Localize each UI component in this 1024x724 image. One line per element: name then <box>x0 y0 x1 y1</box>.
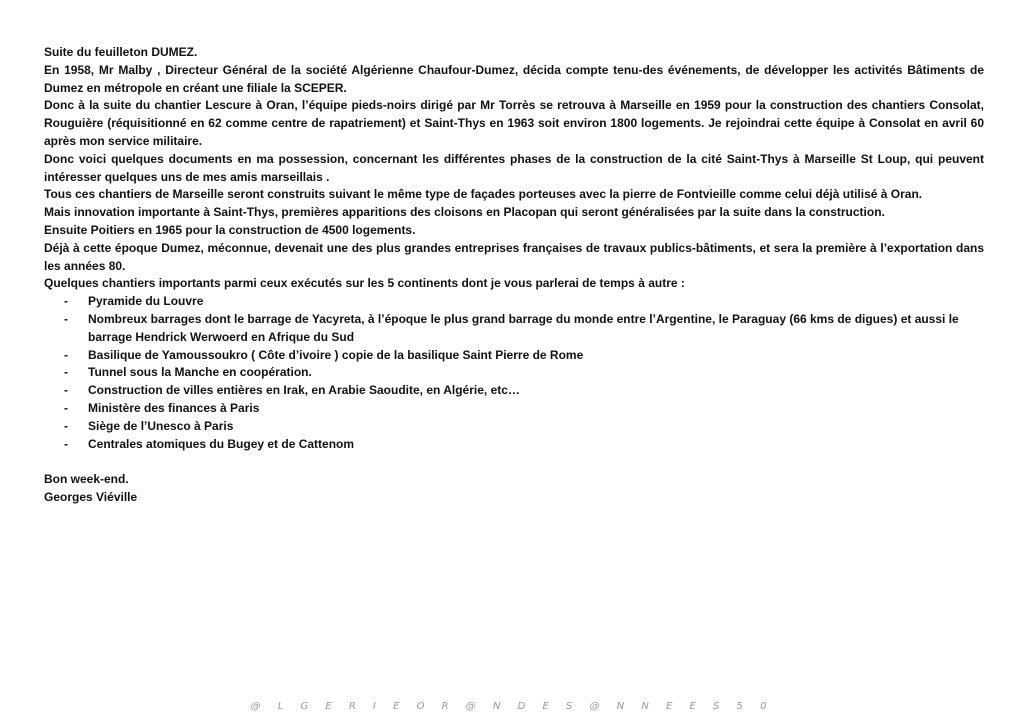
blank-line <box>44 453 984 471</box>
paragraph: Donc voici quelques documents en ma possession, concernant les différentes phases de la construction de la cité Saint-Thys à Marseille St Loup, qui peuvent intéresser quelques uns de mes amis marseillais . <box>44 151 984 184</box>
bullet-dash: - <box>64 311 68 326</box>
list-item <box>44 400 984 418</box>
list-item <box>44 436 984 454</box>
list-item <box>44 364 984 382</box>
bullet-dash: - <box>64 383 68 398</box>
list-item-text: Pyramide du Louvre <box>88 294 204 309</box>
signature: Georges Viéville <box>44 489 138 504</box>
list-item-text: Basilique de Yamoussoukro ( Côte d’ivoire ) copie de la basilique Saint Pierre de Rome <box>88 347 584 362</box>
paragraph: En 1958, Mr Malby , Directeur Général de la société Algérienne Chaufour-Dumez, décida compte tenu-des événements, de développer les activités Bâtiments de Dumez en métropole en créant une filiale la SCEPER. <box>44 62 984 95</box>
paragraph: Déjà à cette époque Dumez, méconnue, devenait une des plus grandes entreprises françaises de travaux publics-bâtiments, et sera la première à l’exportation dans les années 80. <box>44 240 984 273</box>
bullet-dash: - <box>64 436 68 451</box>
paragraph: Ensuite Poitiers en 1965 pour la construction de 4500 logements. <box>44 222 416 237</box>
list-item-text: Ministère des finances à Paris <box>88 400 260 415</box>
paragraph-heading: Suite du feuilleton DUMEZ. <box>44 45 198 59</box>
closing-line: Bon week-end. <box>44 472 129 487</box>
list-item-text: Construction de villes entières en Irak, en Arabie Saoudite, en Algérie, etc… <box>88 383 520 398</box>
list-item <box>44 311 984 347</box>
letter-body <box>44 44 984 507</box>
bullet-dash: - <box>64 294 68 309</box>
paragraph-list-intro: Quelques chantiers importants parmi ceux exécutés sur les 5 continents dont je vous parlerai de temps à autre : <box>44 276 685 291</box>
bullet-dash: - <box>64 365 68 380</box>
bullet-dash: - <box>64 418 68 433</box>
paragraph: Mais innovation importante à Saint-Thys, premières apparitions des cloisons en Placopan qui seront généralisées par la suite dans la construction. <box>44 205 885 220</box>
bullet-dash: - <box>64 400 68 415</box>
list-item-text: Tunnel sous la Manche en coopération. <box>88 365 312 380</box>
list-item-text: Centrales atomiques du Bugey et de Cattenom <box>88 436 355 451</box>
list-item <box>44 293 984 311</box>
list-item-text: Nombreux barrages dont le barrage de Yacyreta, à l’époque le plus grand barrage du monde entre l’Argentine, le Paraguay (66 kms de digues) et aussi le barrage Hendrick Werwoerd en Afrique du Sud <box>88 311 959 344</box>
footer-watermark: @ L G E R I E O R @ N D E S @ N N E E S 5 0 <box>250 701 774 712</box>
list-item <box>44 382 984 400</box>
paragraph: Donc à la suite du chantier Lescure à Oran, l’équipe pieds-noirs dirigé par Mr Torrès se retrouva à Marseille en 1959 pour la construction des chantiers Consolat, Rouguière (réquisitionné en 62 comme centre de rapatriement) et Saint-Thys en 1963 soit environ 1800 logements. Je rejoindrai cette équipe à Consolat en avril 60 après mon service militaire. <box>44 98 984 148</box>
list-item <box>44 347 984 365</box>
list-item <box>44 418 984 436</box>
paragraph: Tous ces chantiers de Marseille seront construits suivant le même type de façades porteuses avec la pierre de Fontvieille comme celui déjà utilisé à Oran. <box>44 187 923 202</box>
projects-list <box>44 293 984 453</box>
bullet-dash: - <box>64 347 68 362</box>
list-item-text: Siège de l’Unesco à Paris <box>88 418 234 433</box>
